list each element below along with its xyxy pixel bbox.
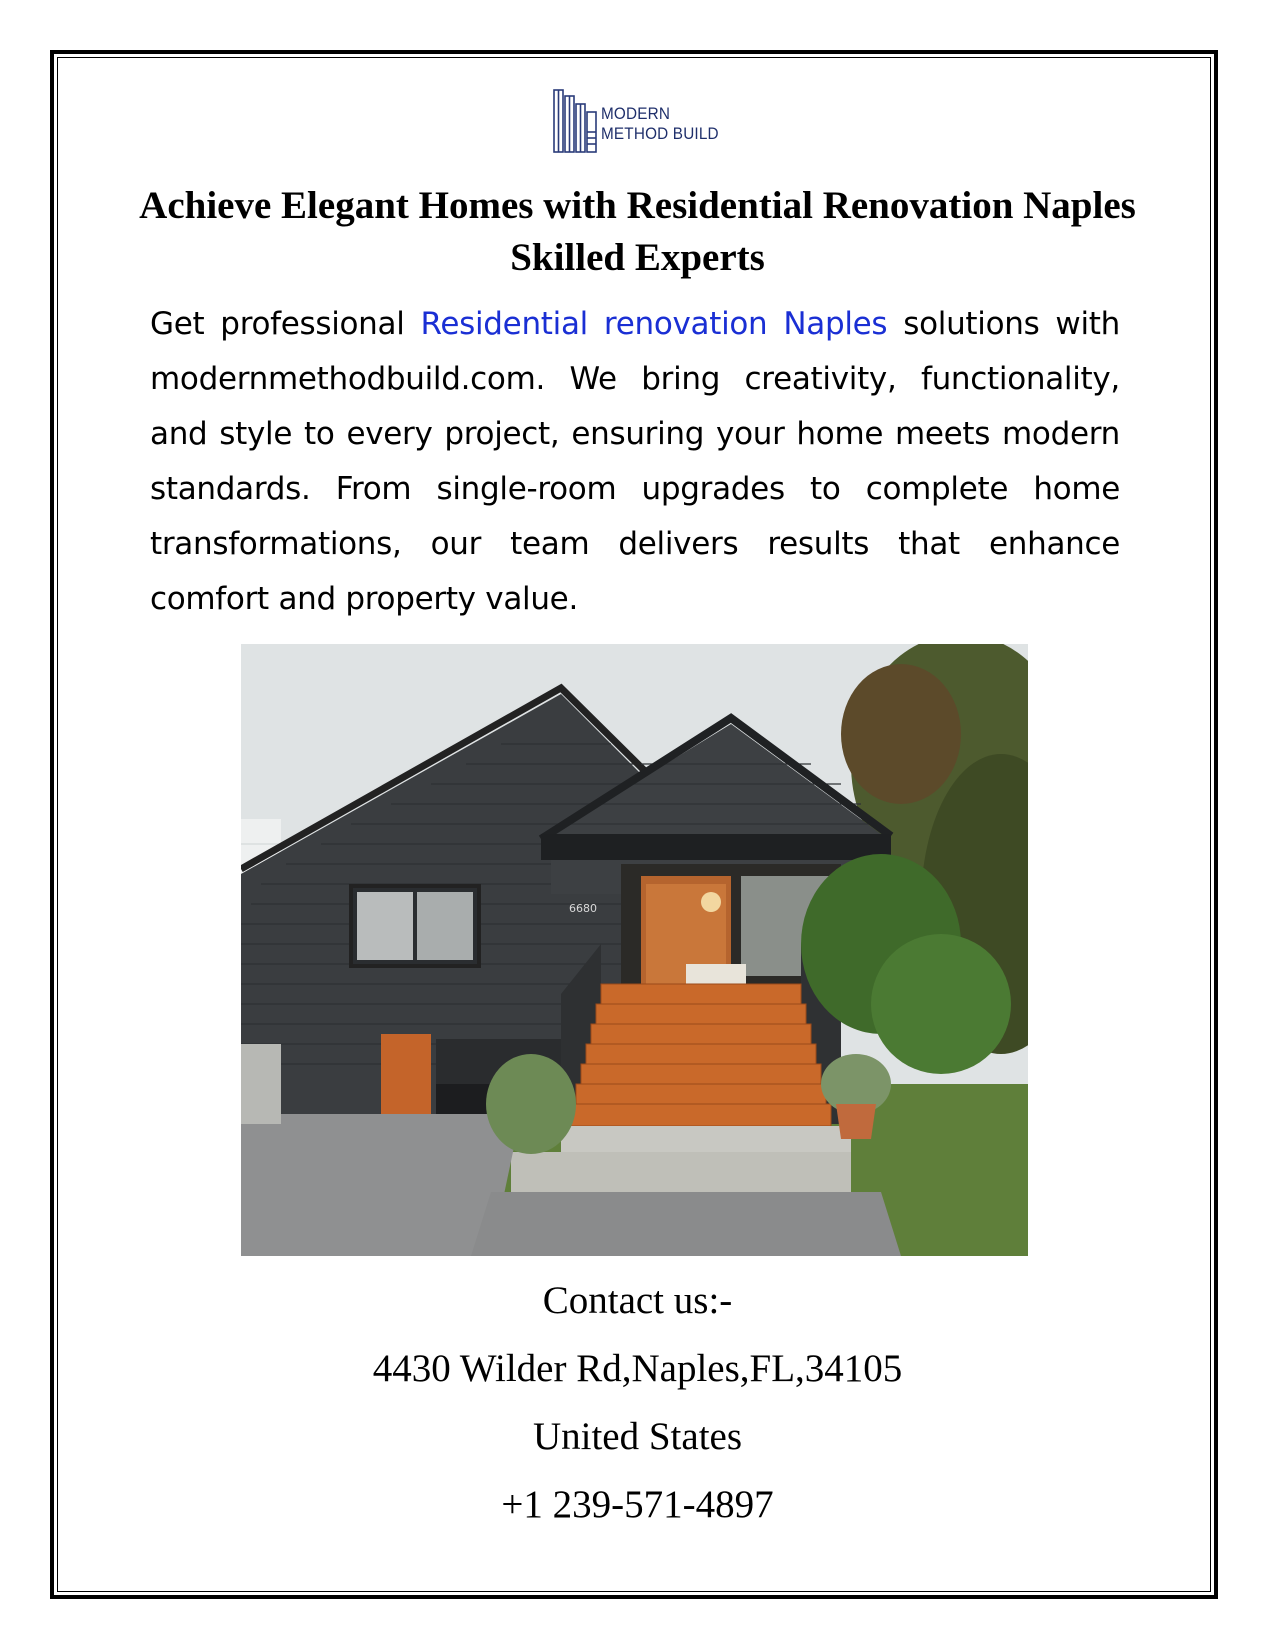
intro-paragraph	[150, 297, 1120, 627]
logo-line-2: METHOD BUILD	[601, 124, 719, 143]
house-number: 6680	[569, 902, 597, 915]
page-title: Achieve Elegant Homes with Residential Renovation Naples Skilled Experts	[139, 184, 1136, 279]
logo-line-1: MODERN	[601, 104, 671, 123]
intro-text-start: Get professional	[150, 306, 421, 342]
logo-wordmark	[601, 104, 719, 144]
contact-address: 4430 Wilder Rd,Naples,FL,34105	[372, 1347, 903, 1390]
residential-renovation-link[interactable]: Residential renovation Naples	[420, 306, 888, 342]
contact-country: United States	[532, 1415, 743, 1458]
house-photo	[241, 644, 1028, 1256]
intro-text-rest: solutions with modernmethodbuild.com. We bring creativity, functionality, and style to every project, ensuring your home meets modern standards. From single-room upgrades to complete home transformations, our team delivers results that enhance comfort and property value.	[150, 306, 1120, 617]
contact-phone[interactable]: +1 239-571-4897	[501, 1483, 774, 1526]
contact-heading: Contact us:-	[542, 1279, 733, 1322]
